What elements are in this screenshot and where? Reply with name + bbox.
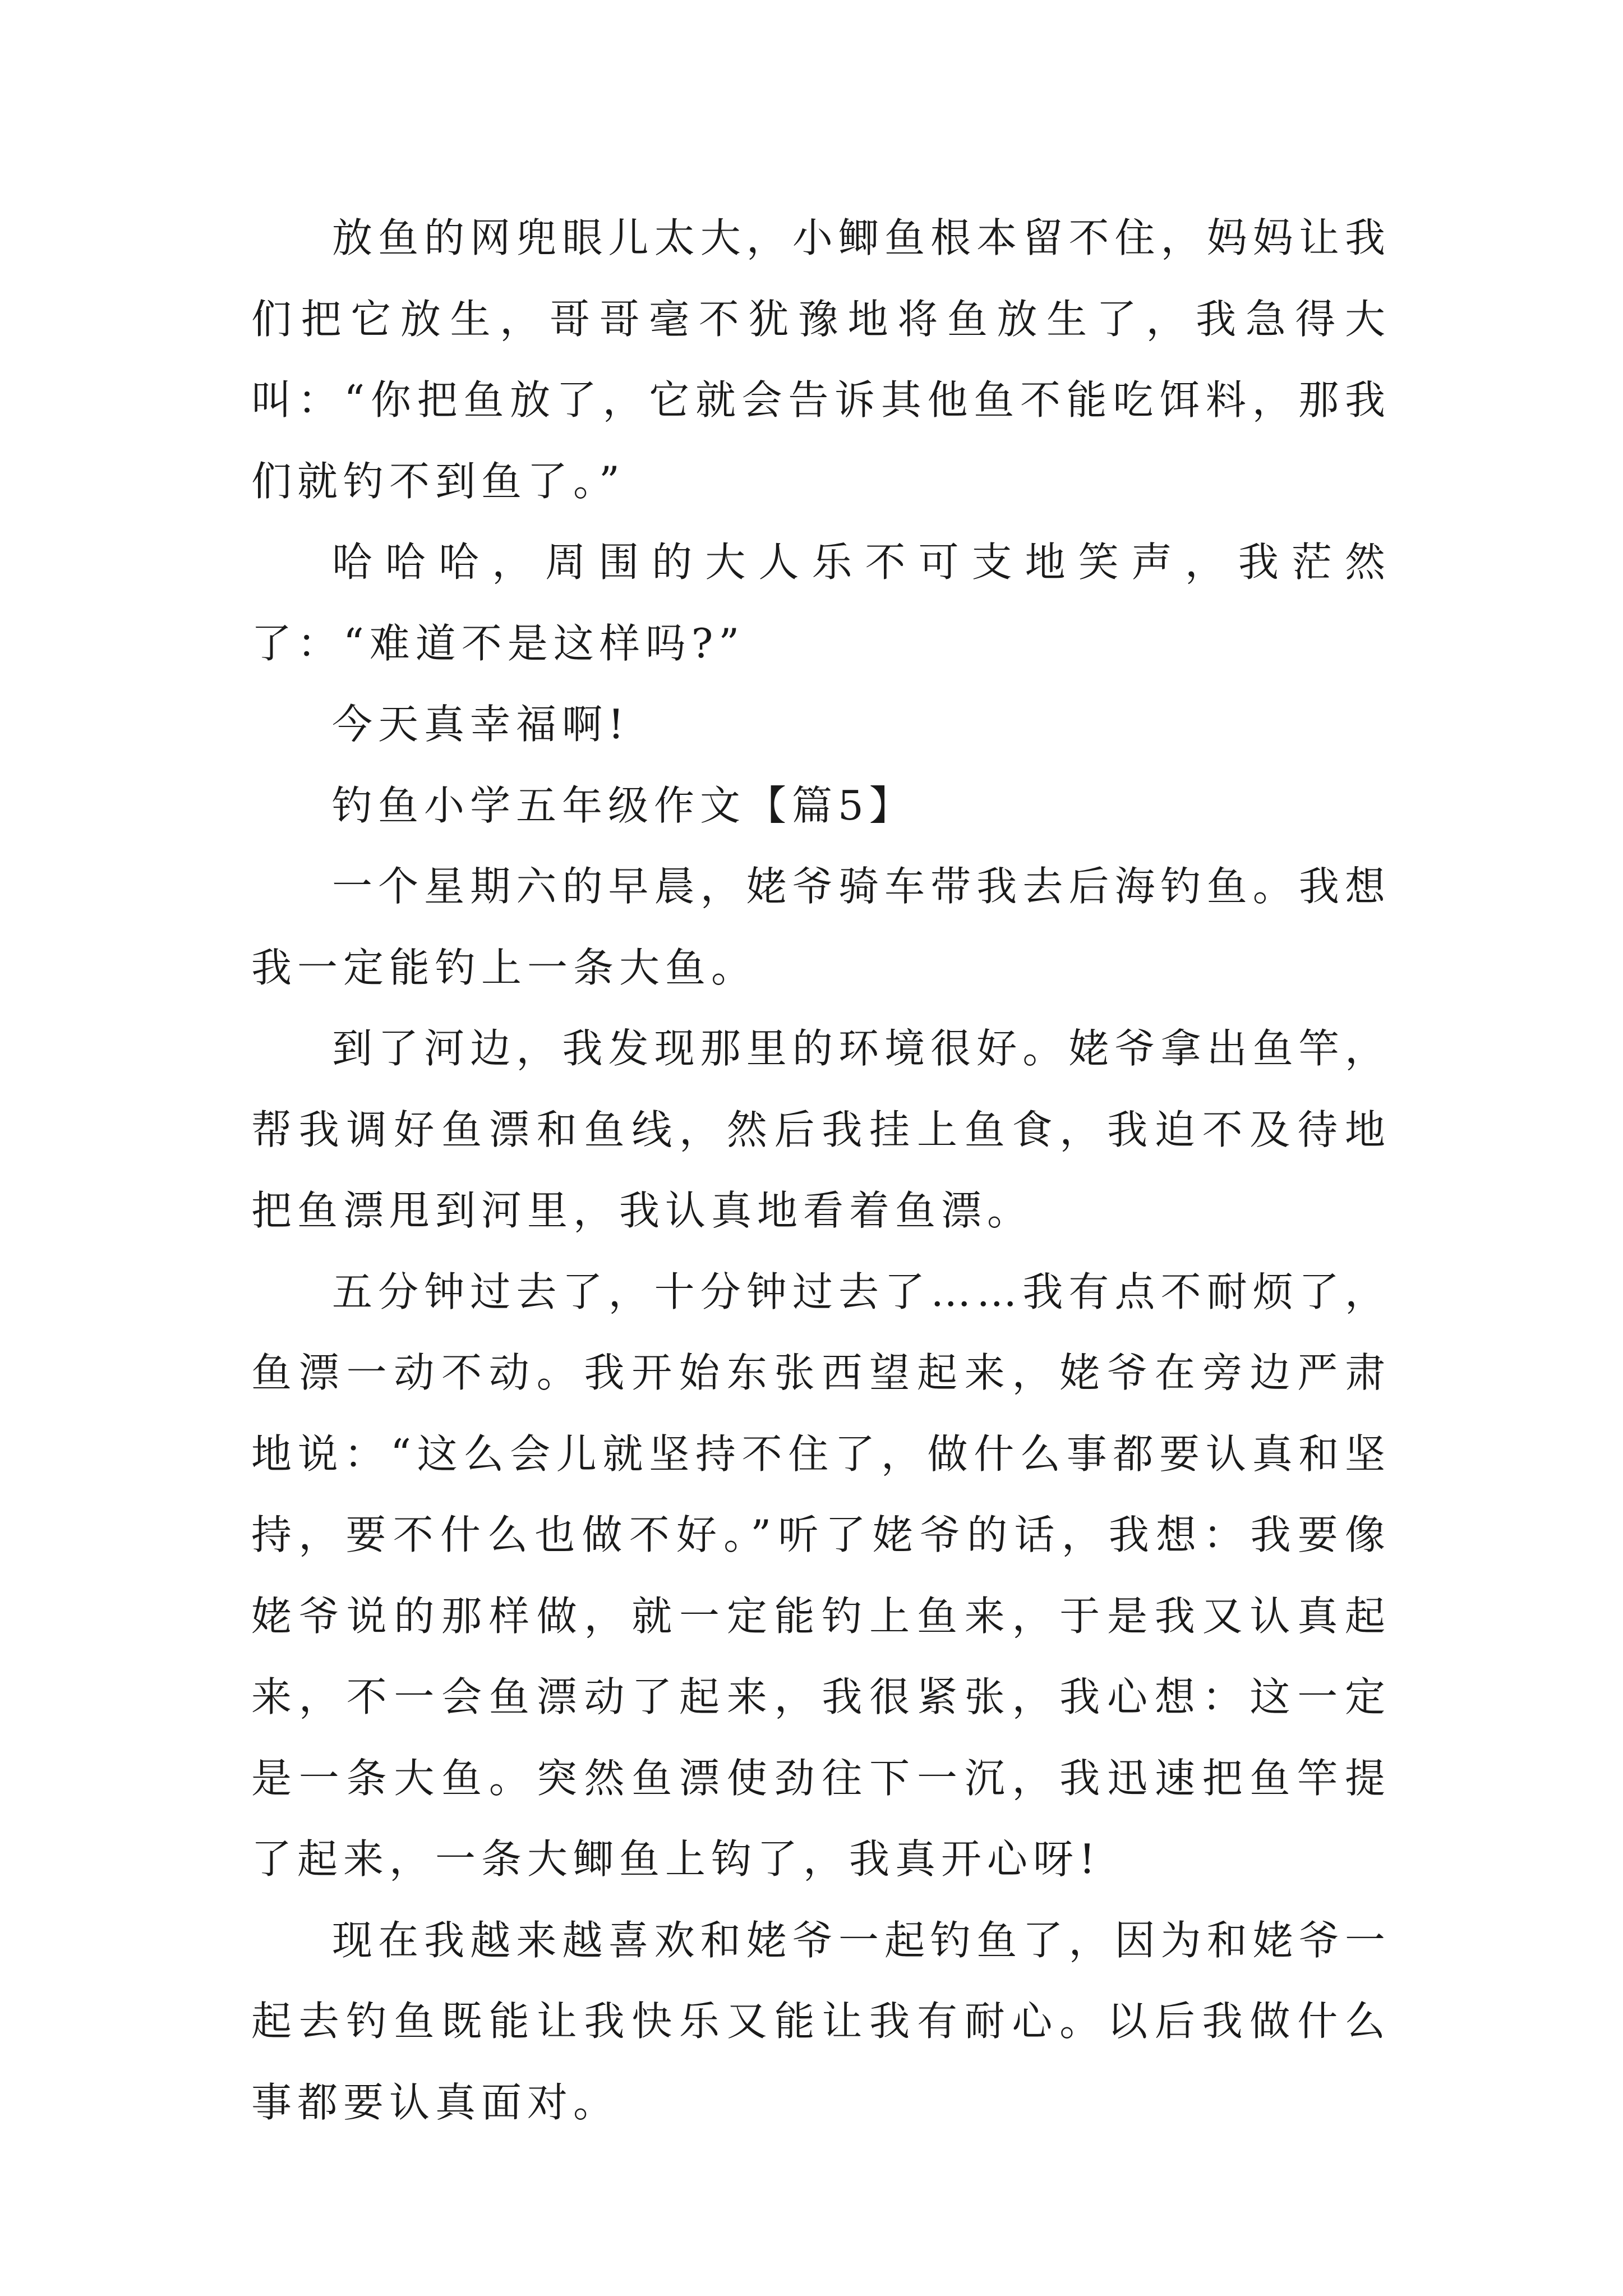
section-heading: 钓鱼小学五年级作文【篇5】 bbox=[332, 781, 915, 829]
paragraph-conclusion: 现在我越来越喜欢和姥爷一起钓鱼了，因为和姥爷一起去钓鱼既能让我快乐又能让我有耐心。以后我做什么事都要认真面对。 bbox=[251, 1916, 1391, 2126]
paragraph-happy-day: 今天真幸福啊! bbox=[332, 701, 630, 748]
paragraph-waiting: 五分钟过去了，十分钟过去了……我有点不耐烦了，鱼漂一动不动。我开始东张西望起来，姥爷在旁边严肃地说：“这么会儿就坚持不住了，做什么事都要认真和坚持，要不什么也做不好。”听了姥爷的话，我想：我要像姥爷说的那样做，就一定能钓上鱼来，于是我又认真起来，不一会鱼漂动了起来，我很紧张，我心想：这一定是一条大鱼。突然鱼漂使劲往下一沉，我迅速把鱼竿提了起来，一条大鲫鱼上钩了，我真开心呀! bbox=[251, 1268, 1391, 1883]
paragraph-laughter: 哈哈哈，周围的大人乐不可支地笑声，我茫然了：“难道不是这样吗?” bbox=[251, 539, 1391, 667]
paragraph-riverside: 到了河边，我发现那里的环境很好。姥爷拿出鱼竿，帮我调好鱼漂和鱼线，然后我挂上鱼食，我迫不及待地把鱼漂甩到河里，我认真地看着鱼漂。 bbox=[251, 1025, 1391, 1234]
paragraph-release-fish: 放鱼的网兜眼儿太大，小鲫鱼根本留不住，妈妈让我们把它放生，哥哥毫不犹豫地将鱼放生了，我急得大叫：“你把鱼放了，它就会告诉其他鱼不能吃饵料，那我们就钓不到鱼了。” bbox=[251, 214, 1391, 505]
essay-text bbox=[251, 197, 1391, 2143]
paragraph-saturday-morning: 一个星期六的早晨，姥爷骑车带我去后海钓鱼。我想我一定能钓上一条大鱼。 bbox=[251, 863, 1391, 991]
